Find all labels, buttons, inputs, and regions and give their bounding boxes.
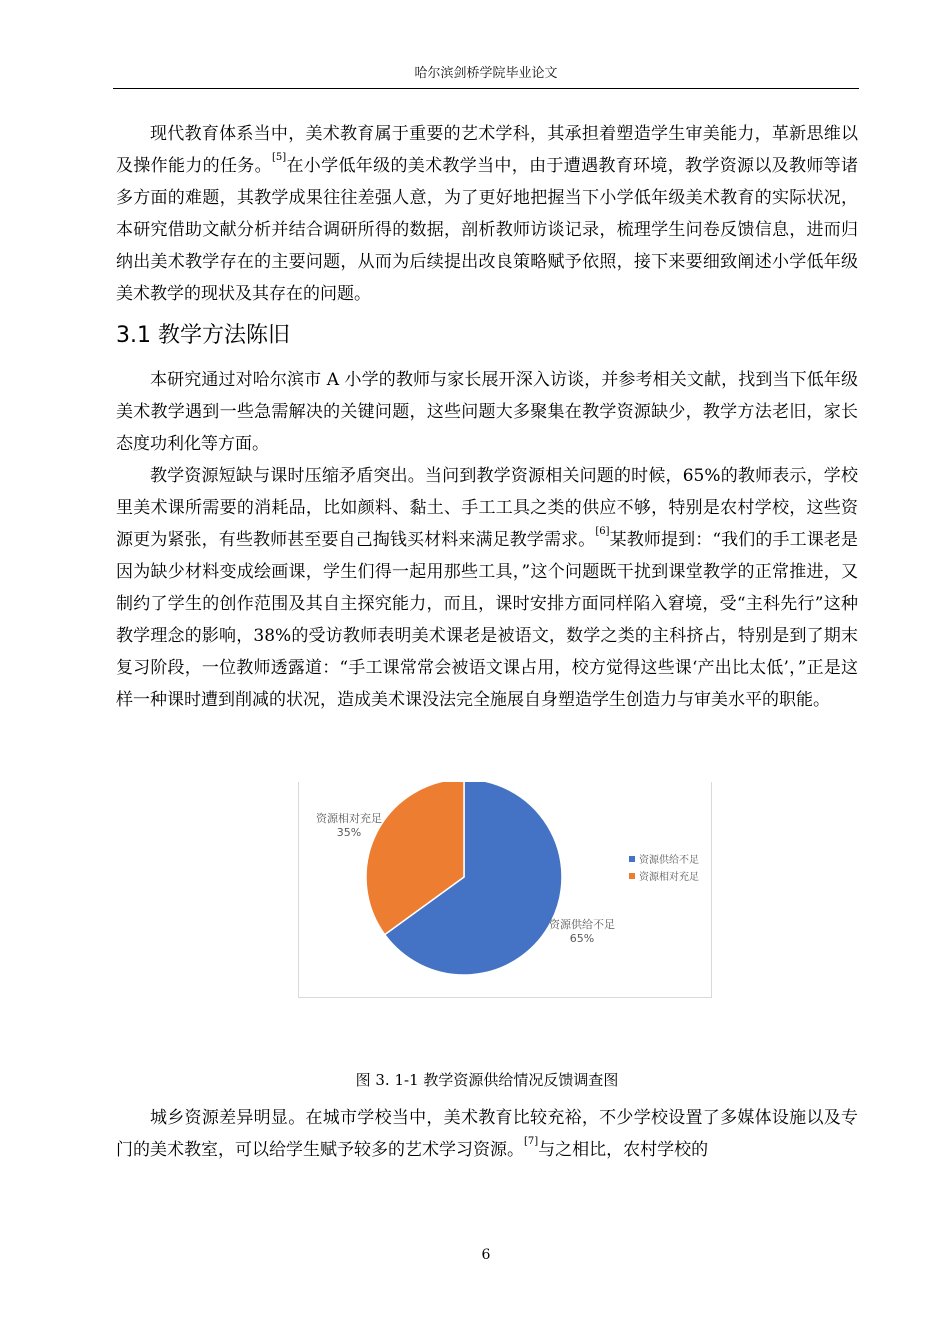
running-header: 哈尔滨剑桥学院毕业论文 [414, 66, 558, 81]
intro-section [116, 118, 858, 310]
header-rule [113, 88, 859, 89]
paragraph-text: 某教师提到：“我们的手工课老是因为缺少材料变成绘画课，学生们得一起用那些工具，”这个问题既干扰到课堂教学的正常推进，又制约了学生的创作范围及其自主探究能力，而且，课时安排方面同样陷入窘境，受“主科先行”这种教学理念的影响，38%的受访教师表明美术课老是被语文，数学之类的主科挤占，特别是到了期末复习阶段，一位教师透露道：“手工课常常会被语文课占用，校方觉得这些课‘产出比太低’，”正是这样一种课时遭到削减的状况，造成美术课没法完全施展自身塑造学生创造力与审美水平的职能。 [116, 530, 859, 710]
paragraph-resources [116, 460, 858, 716]
slice-value-0: 65% [569, 932, 595, 945]
paragraph-text: 城乡资源差异明显。在城市学校当中，美术教育比较充裕，不少学校设置了多媒体设施以及专门的美术教室，可以给学生赋予较多的艺术学习资源。 [116, 1108, 858, 1160]
slice-label-1: 资源相对充足 [316, 812, 382, 825]
slice-label-0: 资源供给不足 [549, 918, 615, 931]
citation-ref[interactable]: [6] [595, 526, 610, 537]
page-number: 6 [481, 1247, 491, 1263]
paragraph-text: 在小学低年级的美术教学当中，由于遭遇教育环境，教学资源以及教师等诸多方面的难题，其教学成果往往差强人意，为了更好地把握当下小学低年级美术教育的实际状况，本研究借助文献分析并结合调研所得的数据，剖析教师访谈记录，梳理学生问卷反馈信息，进而归纳出美术教学存在的主要问题，从而为后续提出改良策略赋予依照，接下来要细致阐述小学低年级美术教学的现状及其存在的问题。 [116, 156, 859, 304]
paragraph-intro [116, 118, 858, 310]
paragraph-text: 与之相比，农村学校的 [538, 1140, 709, 1160]
paragraph-urban-rural [116, 1102, 858, 1166]
legend-swatch-1 [629, 873, 635, 879]
pie-chart-svg [299, 782, 713, 998]
body-section [116, 364, 858, 716]
legend-label-0: 资源供给不足 [639, 855, 699, 866]
closing-section [116, 1102, 858, 1166]
legend-swatch-0 [629, 856, 635, 862]
paragraph-text: 现代教育体系当中，美术教育属于重要的艺术学科，其承担着塑造学生审美能力，革新思维以及操作能力的任务。 [116, 124, 858, 176]
paragraph-interview: 本研究通过对哈尔滨市 A 小学的教师与家长展开深入访谈，并参考相关文献，找到当下低年级美术教学遇到一些急需解决的关键问题，这些问题大多聚集在教学资源缺少，教学方法老旧，家长态度功利化等方面。 [116, 370, 858, 454]
paragraph-text: 教学资源短缺与课时压缩矛盾突出。当问到教学资源相关问题的时候，65%的教师表示，学校里美术课所需要的消耗品，比如颜料、黏土、手工工具之类的供应不够，特别是农村学校，这些资源更为紧张，有些教师甚至要自己掏钱买材料来满足教学需求。 [116, 466, 858, 550]
pie-chart [298, 782, 712, 998]
slice-value-1: 35% [336, 826, 362, 839]
legend-label-1: 资源相对充足 [639, 872, 699, 883]
citation-ref[interactable]: [7] [524, 1136, 539, 1147]
citation-ref[interactable]: [5] [271, 152, 287, 163]
section-heading: 3.1 教学方法陈旧 [116, 323, 290, 348]
figure-caption: 图 3. 1-1 教学资源供给情况反馈调查图 [355, 1071, 619, 1089]
